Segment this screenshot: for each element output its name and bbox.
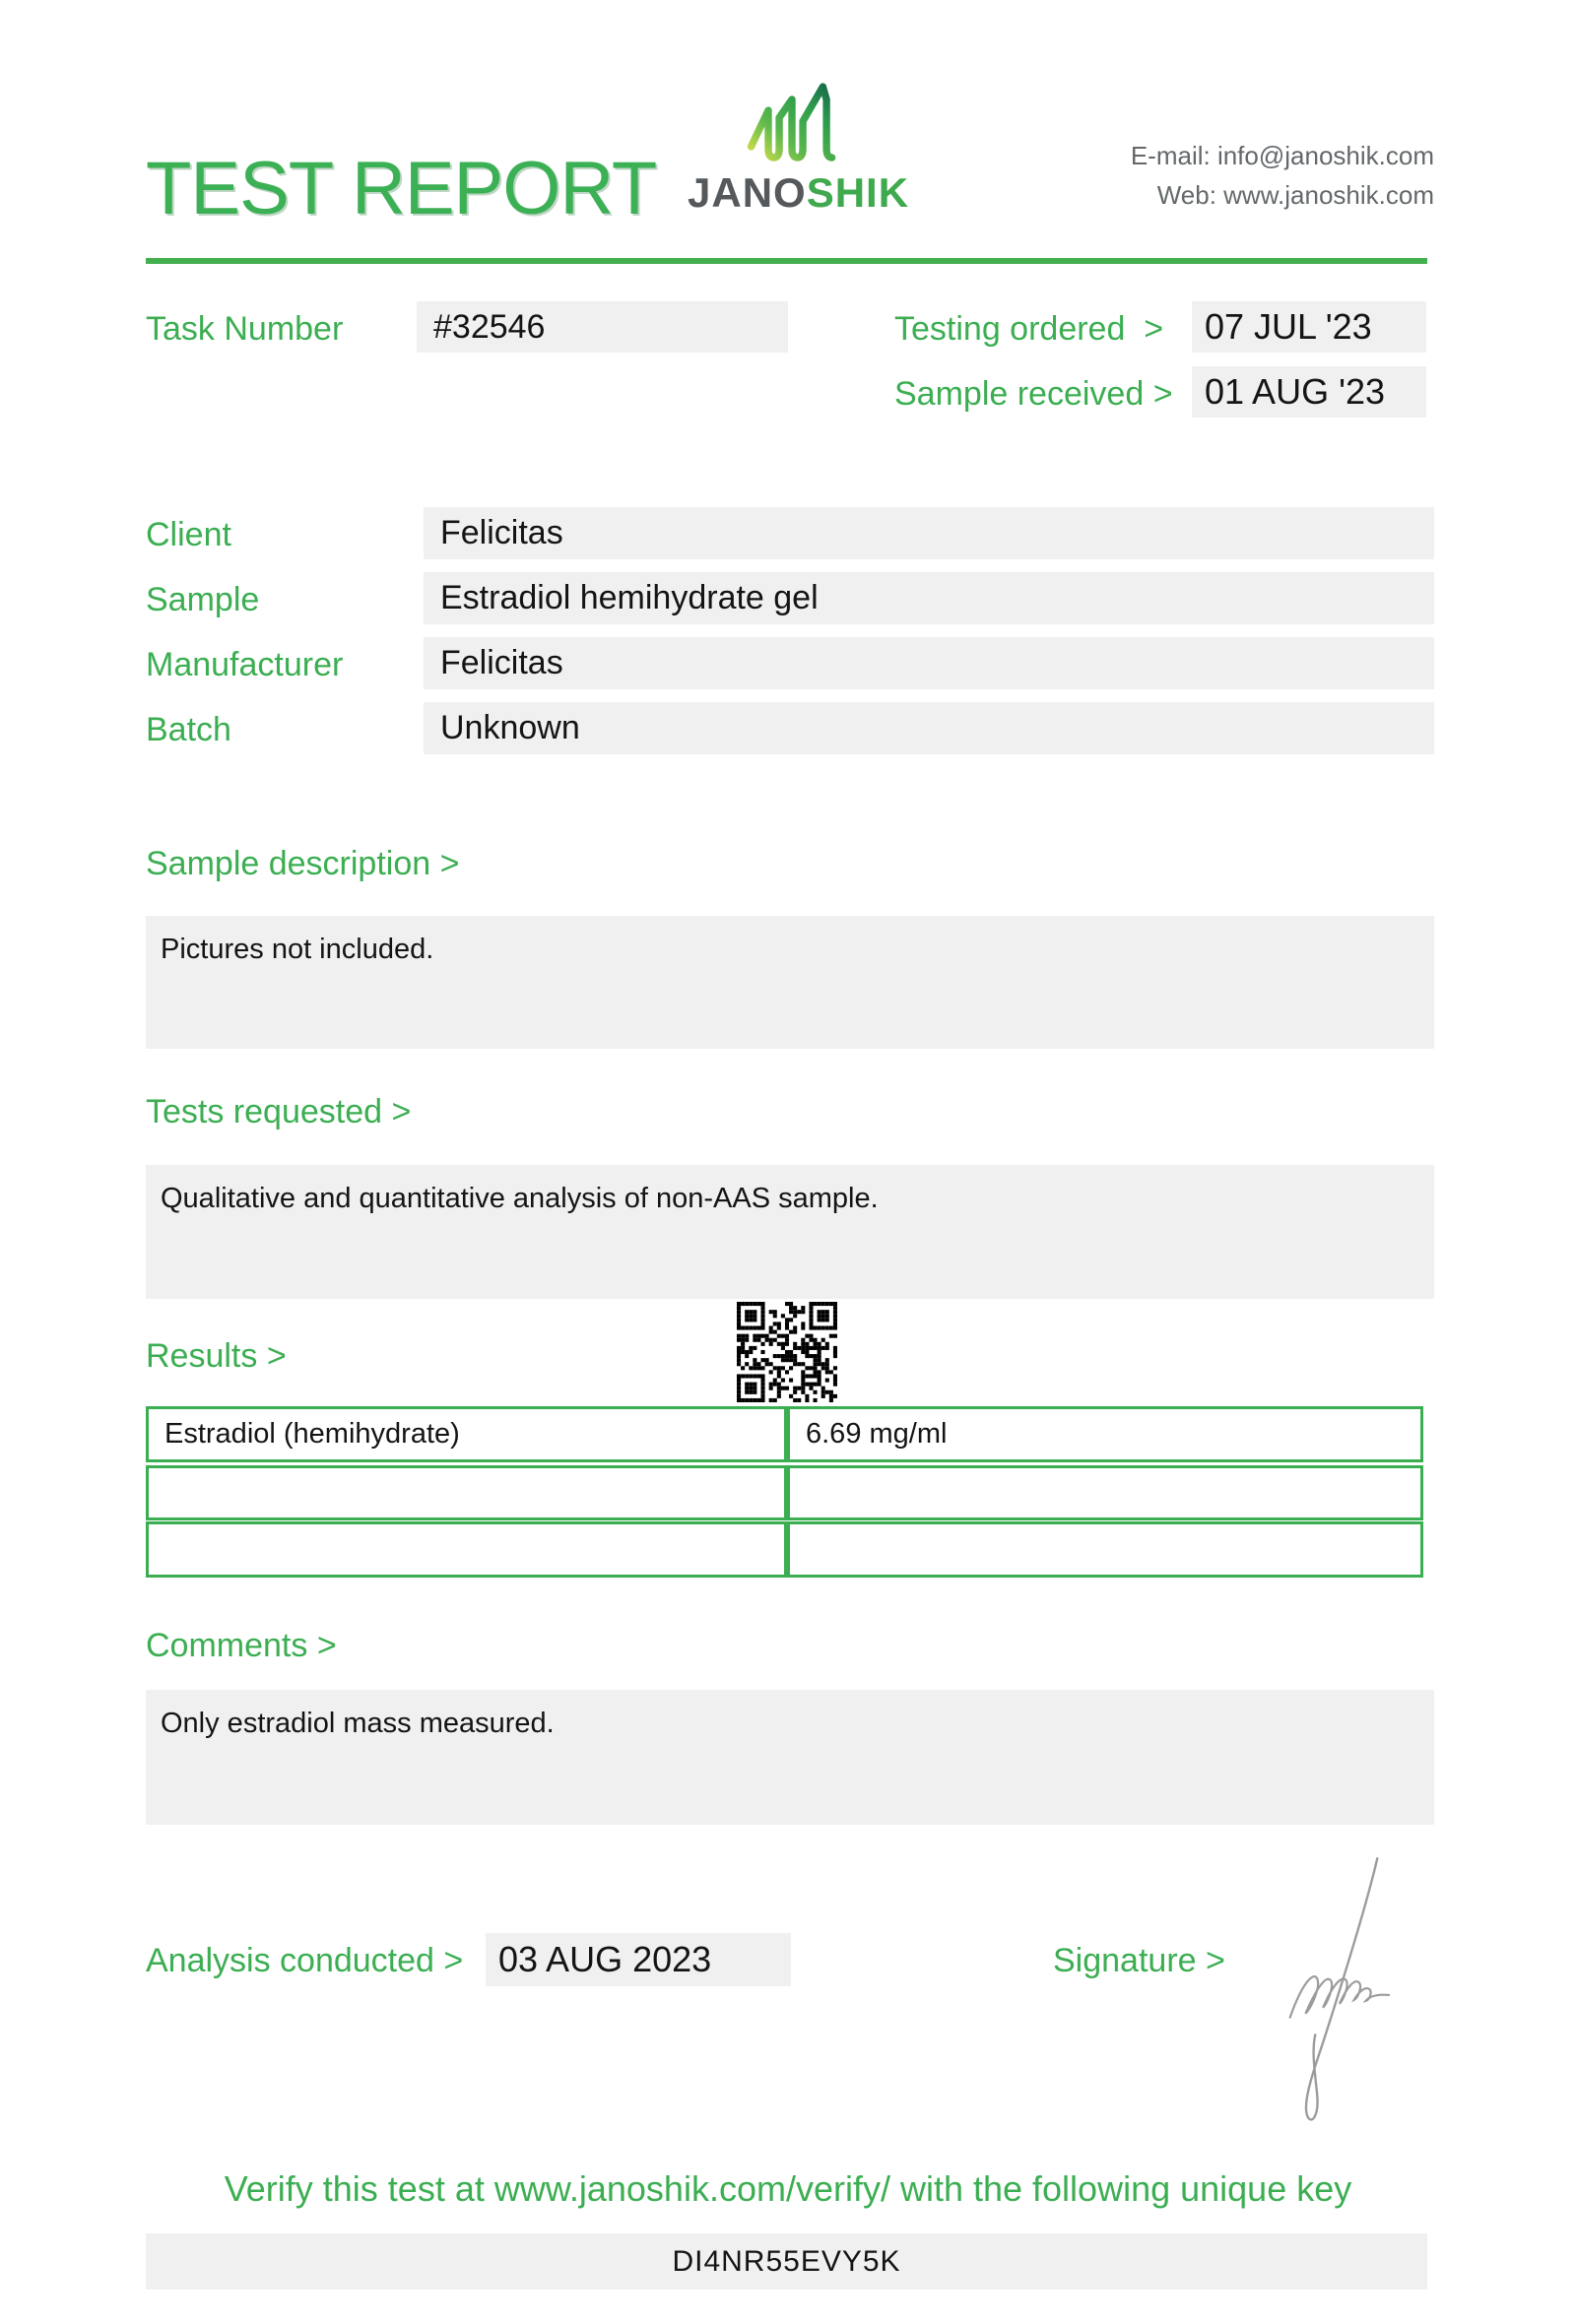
batch-value: Unknown xyxy=(440,709,580,746)
client-label: Client xyxy=(146,516,231,553)
results-cell-value-2 xyxy=(787,1521,1423,1578)
verification-qr-code xyxy=(737,1302,837,1402)
comments-heading: Comments > xyxy=(146,1627,337,1664)
analysis-date-box xyxy=(486,1933,791,1986)
task-number-label: Task Number xyxy=(146,310,344,348)
results-heading: Results > xyxy=(146,1337,287,1375)
sample-received-value: 01 AUG '23 xyxy=(1205,371,1385,412)
header-divider xyxy=(146,258,1427,264)
manufacturer-value: Felicitas xyxy=(440,644,563,681)
results-cell-analyte-1 xyxy=(146,1465,787,1520)
signature-label: Signature > xyxy=(1053,1942,1225,1979)
arrow-icon: > xyxy=(1144,310,1164,348)
sample-description-heading: Sample description > xyxy=(146,845,460,882)
chart-arrow-icon xyxy=(745,78,839,168)
brand-shik-text: SHIK xyxy=(806,169,910,216)
sample-received-box xyxy=(1192,366,1426,418)
sample-box xyxy=(424,572,1434,624)
sample-value: Estradiol hemihydrate gel xyxy=(440,579,819,616)
tests-requested-heading: Tests requested > xyxy=(146,1093,412,1130)
results-cell-analyte-2 xyxy=(146,1521,787,1578)
client-box xyxy=(424,507,1434,559)
verify-instruction: Verify this test at www.janoshik.com/verify/ with the following unique key xyxy=(224,2168,1352,2209)
unique-key-box xyxy=(146,2233,1427,2290)
client-value: Felicitas xyxy=(440,514,563,551)
page-title: TEST REPORT xyxy=(146,147,657,230)
sample-label: Sample xyxy=(146,581,260,618)
results-cell-value-0: 6.69 mg/ml xyxy=(787,1406,1423,1462)
contact-block xyxy=(1131,136,1434,215)
comments-box xyxy=(146,1690,1434,1825)
contact-web: Web: www.janoshik.com xyxy=(1156,180,1434,210)
testing-ordered-label: Testing ordered > xyxy=(894,310,1164,348)
brand-wordmark xyxy=(688,169,909,217)
analysis-conducted-label: Analysis conducted > xyxy=(146,1942,464,1979)
qr-code-image xyxy=(737,1302,837,1402)
contact-email: E-mail: info@janoshik.com xyxy=(1130,141,1434,170)
tests-requested-text: Qualitative and quantitative analysis of non-AAS sample. xyxy=(161,1183,879,1214)
unique-key-value: DI4NR55EVY5K xyxy=(672,2244,901,2278)
arrow-icon: > xyxy=(1152,375,1173,413)
sample-description-text: Pictures not included. xyxy=(161,934,434,965)
brand-jano-text: JANO xyxy=(688,169,807,216)
janoshik-logo xyxy=(680,74,910,217)
sample-received-label: Sample received > xyxy=(894,375,1173,413)
task-number-box xyxy=(417,301,788,353)
task-number-value: #32546 xyxy=(433,307,546,346)
results-cell-value-1 xyxy=(787,1465,1423,1520)
batch-box xyxy=(424,702,1434,754)
manufacturer-box xyxy=(424,637,1434,689)
results-cell-analyte-0: Estradiol (hemihydrate) xyxy=(146,1406,787,1462)
handwritten-signature xyxy=(1269,1849,1395,2137)
testing-ordered-value: 07 JUL '23 xyxy=(1205,306,1372,347)
sample-description-box xyxy=(146,916,1434,1049)
comments-text: Only estradiol mass measured. xyxy=(161,1708,555,1739)
analysis-date-value: 03 AUG 2023 xyxy=(498,1939,712,1979)
tests-requested-box xyxy=(146,1165,1434,1299)
manufacturer-label: Manufacturer xyxy=(146,646,344,683)
testing-ordered-box xyxy=(1192,301,1426,353)
batch-label: Batch xyxy=(146,711,231,748)
